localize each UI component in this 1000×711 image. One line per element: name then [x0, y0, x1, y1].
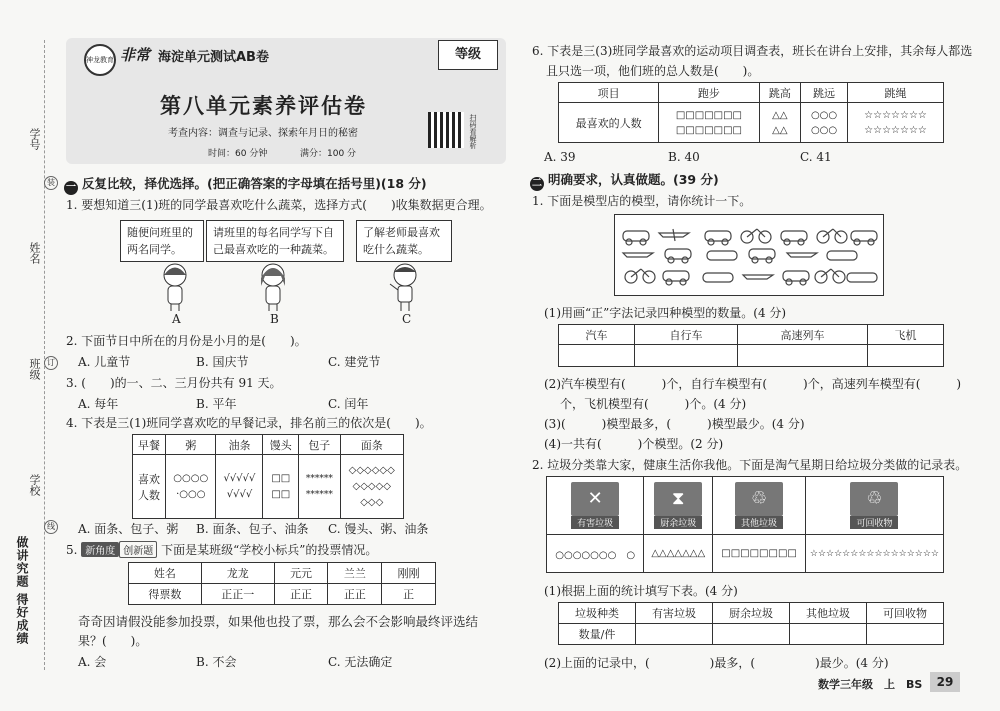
problem-2-part1: (1)根据上面的统计填写下表。(4 分)	[544, 584, 738, 598]
question-4: 4. 下表是三(1)班同学喜欢吃的早餐记录，排名前三的依次是( )。	[66, 416, 432, 430]
table-header: 有害垃圾	[636, 603, 713, 624]
answer-cell[interactable]	[738, 345, 868, 367]
record-cell: △△△△△△△	[644, 535, 713, 573]
answer-cell[interactable]	[790, 624, 867, 645]
waste-count-table	[558, 602, 944, 645]
table-cell: ☆☆☆☆☆☆☆ ☆☆☆☆☆☆☆	[848, 103, 944, 143]
table-cell: ◇◇◇◇◇◇ ◇◇◇◇◇ ◇◇◇	[340, 455, 403, 519]
q3-option: B. 平年	[196, 397, 237, 411]
harmful-waste-icon: ✕	[571, 482, 619, 516]
bin-cell	[713, 477, 806, 535]
section-2-text: 明确要求，认真做题。(39 分)	[548, 172, 719, 187]
logo-text: 非常	[120, 46, 151, 64]
question-2: 2. 下面节日中所在的月份是小月的是( )。	[66, 334, 307, 348]
table-header: 跳绳	[848, 83, 944, 103]
table-header: 跳高	[759, 83, 800, 103]
seal-mark: 装	[44, 176, 58, 190]
exam-time: 时间：60 分钟	[208, 149, 268, 159]
new-angle-tag: 新角度	[81, 542, 119, 557]
q5-option: A. 会	[78, 655, 107, 669]
bin-label: 有害垃圾	[571, 516, 619, 529]
option-b-label: B	[270, 312, 279, 326]
speech-bubble-c: 了解老师最喜欢吃什么蔬菜。	[356, 220, 452, 262]
table-header: 姓名	[129, 563, 202, 584]
answer-cell[interactable]	[713, 624, 790, 645]
table-header: 跑步	[659, 83, 759, 103]
section-2-heading	[530, 170, 719, 191]
table-cell: △△ △△	[759, 103, 800, 143]
kitchen-waste-icon: ⧗	[654, 482, 702, 516]
table-header: 馒头	[263, 435, 299, 455]
q5-text: 下面是某班级“学校小标兵”的投票情况。	[161, 543, 378, 557]
qr-caption: 扫码看解析	[469, 114, 477, 149]
table-header: 其他垃圾	[790, 603, 867, 624]
table-header: 汽车	[559, 325, 635, 345]
table-cell: √√√√√ √√√√	[216, 455, 263, 519]
exam-scope: 考查内容：调查与记录、探索年月日的秘密	[168, 128, 358, 139]
seal-mark: 线	[44, 520, 58, 534]
q6-option: B. 40	[668, 150, 700, 164]
row-label: 最喜欢的人数	[559, 103, 659, 143]
table-header: 飞机	[867, 325, 943, 345]
q6-option: A. 39	[544, 150, 576, 164]
qr-code-icon[interactable]	[428, 112, 464, 148]
breakfast-table	[132, 434, 404, 519]
bin-label: 其他垃圾	[735, 516, 783, 529]
q4-option: B. 面条、包子、油条	[196, 522, 309, 536]
table-header: 垃圾种类	[559, 603, 636, 624]
problem-1-part2-line1: (2)汽车模型有( )个，自行车模型有( )个，高速列车模型有( )	[544, 377, 962, 391]
q3-option: A. 每年	[78, 397, 119, 411]
table-header: 元元	[274, 563, 328, 584]
publisher-logo: 神龙教育	[84, 44, 116, 76]
slogan: 做讲究题 得好成绩	[15, 536, 29, 646]
problem-1: 1. 下面是模型店的模型，请你统计一下。	[532, 194, 752, 208]
q4-option: A. 面条、包子、粥	[78, 522, 179, 536]
bin-cell	[644, 477, 713, 535]
q4-option: C. 馒头、粥、油条	[328, 522, 429, 536]
row-label: 喜欢人数	[133, 455, 166, 519]
table-header: 龙龙	[201, 563, 274, 584]
record-cell: ☆☆☆☆☆☆☆☆☆☆☆☆☆☆☆☆	[805, 535, 943, 573]
q5-number: 5.	[66, 543, 78, 557]
girl-b-illustration	[256, 262, 290, 312]
table-cell: 正正一	[201, 584, 274, 605]
seal-mark: 订	[44, 356, 58, 370]
table-header: 兰兰	[328, 563, 382, 584]
speech-bubble-a: 随便问班里的两名同学。	[120, 220, 204, 262]
boy-c-illustration	[388, 262, 422, 312]
answer-cell[interactable]	[867, 624, 944, 645]
problem-1-part3: (3)( )模型最多，( )模型最少。(4 分)	[544, 417, 805, 431]
speech-bubble-b: 请班里的每名同学写下自己最喜欢吃的一种蔬菜。	[206, 220, 344, 262]
binding-sidebar	[0, 0, 58, 711]
school-label: 学校	[28, 474, 41, 496]
section-1-text: 反复比较，择优选择。(把正确答案的字母填在括号里)(18 分)	[82, 176, 427, 191]
vote-table	[128, 562, 436, 605]
table-header: 跳远	[801, 83, 848, 103]
page-title: 第八单元素养评估卷	[160, 94, 367, 118]
table-header: 粥	[166, 435, 216, 455]
table-header: 可回收物	[867, 603, 944, 624]
question-1: 1. 要想知道三(1)班的同学最喜欢吃什么蔬菜，选择方式( )收集数据更合理。	[66, 198, 492, 212]
recyclable-icon: ♲	[850, 482, 898, 516]
q5-option: B. 不会	[196, 655, 237, 669]
section-number: 一	[66, 182, 76, 193]
name-label: 姓名	[28, 242, 41, 264]
table-header: 包子	[299, 435, 340, 455]
table-cell: □□ □□	[263, 455, 299, 519]
problem-1-part2-line2: 个，飞机模型有( )个。(4 分)	[560, 397, 747, 411]
cut-line	[44, 40, 45, 670]
problem-1-part4: (4)一共有( )个模型。(2 分)	[544, 437, 724, 451]
table-cell: 正正	[328, 584, 382, 605]
table-header: 厨余垃圾	[713, 603, 790, 624]
record-cell: ○○○○○○○ ○	[547, 535, 644, 573]
table-header: 项目	[559, 83, 659, 103]
problem-2: 2. 垃圾分类靠大家，健康生活你我他。下面是淘气星期日给垃圾分类做的记录表。	[532, 458, 968, 472]
section-number: 二	[532, 178, 542, 189]
bin-cell	[547, 477, 644, 535]
q2-option: A. 儿童节	[78, 355, 131, 369]
bin-cell	[805, 477, 943, 535]
bin-label: 可回收物	[850, 516, 898, 529]
row-label: 得票数	[129, 584, 202, 605]
section-1-heading	[64, 174, 427, 195]
record-cell: □□□□□□□□	[713, 535, 806, 573]
answer-cell[interactable]	[867, 345, 943, 367]
other-waste-icon: ♲	[735, 482, 783, 516]
option-c-label: C	[402, 312, 412, 326]
table-cell: ****** ******	[299, 455, 340, 519]
waste-record-table	[546, 476, 944, 573]
row-label: 数量/件	[559, 624, 636, 645]
table-cell: ○○○ ○○○	[801, 103, 848, 143]
q5-text-line1: 奇奇因请假没能参加投票，如果他也投了票，那么会不会影响最终评选结	[78, 614, 479, 629]
question-3: 3. ( )的一、二、三月份共有 91 天。	[66, 376, 282, 390]
table-cell: 正	[382, 584, 436, 605]
question-6-line1: 6. 下表是三(3)班同学最喜欢的运动项目调查表，班长在讲台上安排，其余每人都选	[532, 44, 973, 58]
table-cell: ○○○○ ·○○○	[166, 455, 216, 519]
table-header: 刚刚	[382, 563, 436, 584]
model-shop-illustration	[614, 214, 884, 296]
page-number: 29	[930, 672, 960, 692]
q6-option: C. 41	[800, 150, 832, 164]
question-5	[66, 541, 377, 558]
q2-option: C. 建党节	[328, 355, 381, 369]
q5-text-line2: 果？( )。	[78, 634, 148, 648]
table-header: 早餐	[133, 435, 166, 455]
vehicle-models-icon	[615, 215, 883, 295]
question-6-line2: 且只选一项，他们班的总人数是( )。	[546, 64, 760, 78]
table-header: 高速列车	[738, 325, 868, 345]
table-cell: □□□□□□□ □□□□□□□	[659, 103, 759, 143]
table-header: 面条	[340, 435, 403, 455]
answer-cell[interactable]	[635, 345, 738, 367]
option-a-label: A	[172, 312, 181, 326]
problem-2-part2: (2)上面的记录中，( )最多，( )最少。(4 分)	[544, 656, 889, 670]
series-title: 海淀单元测试AB卷	[158, 50, 269, 65]
table-cell: 正正	[274, 584, 328, 605]
class-label: 班级	[28, 358, 41, 380]
model-count-table	[558, 324, 944, 367]
grade-box: 等级	[438, 40, 498, 70]
problem-1-part1: (1)用画“正”字法记录四种模型的数量。(4 分)	[544, 306, 787, 320]
footer-book-title: 数学三年级 上 BS	[818, 678, 923, 691]
innovation-tag: 创新题	[119, 541, 157, 558]
table-header: 油条	[216, 435, 263, 455]
table-header: 自行车	[635, 325, 738, 345]
answer-cell[interactable]	[559, 345, 635, 367]
bin-label: 厨余垃圾	[654, 516, 702, 529]
q3-option: C. 闰年	[328, 397, 369, 411]
q2-option: B. 国庆节	[196, 355, 249, 369]
student-id-label: 学号	[28, 128, 41, 150]
exam-score: 满分：100 分	[300, 149, 357, 159]
q5-option: C. 无法确定	[328, 655, 393, 669]
girl-a-illustration	[158, 262, 192, 312]
answer-cell[interactable]	[636, 624, 713, 645]
sports-table	[558, 82, 944, 143]
